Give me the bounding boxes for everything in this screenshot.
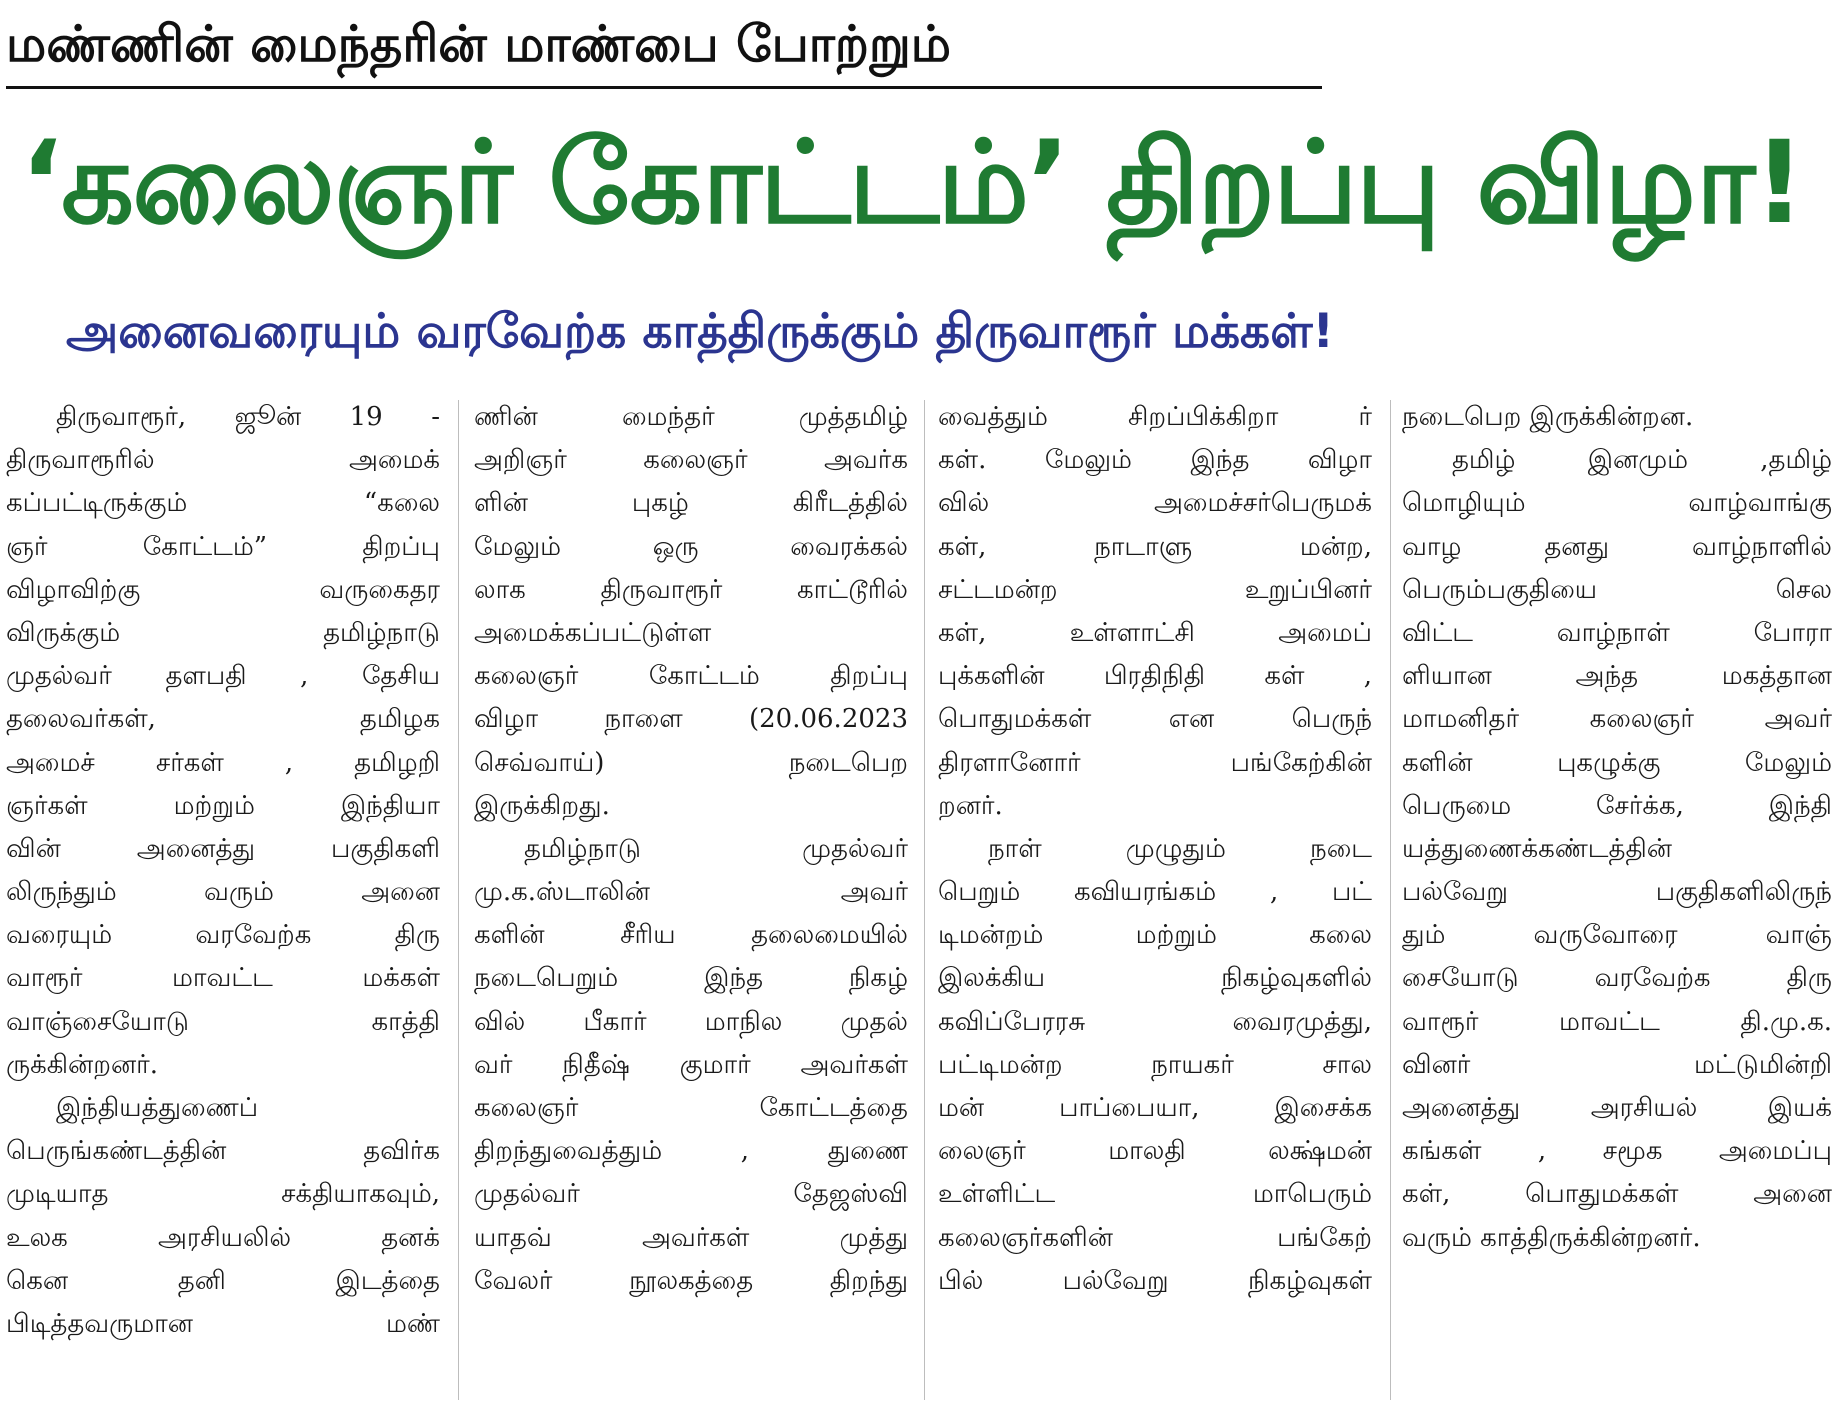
text-line: மன் பாப்பையா, இசைக்க: [938, 1093, 1372, 1123]
text-line: வைத்தும் சிறப்பிக்கிறா ர்: [938, 402, 1372, 432]
text-line: கங்கள் , சமூக அமைப்பு: [1402, 1136, 1832, 1167]
text-line: திறந்துவைத்தும் , துணை: [474, 1136, 908, 1167]
text-line: முதல்வர் தளபதி , தேசிய: [6, 661, 440, 692]
text-line: நாள் முழுதும் நடை: [988, 833, 1372, 864]
text-line: சட்டமன்ற உறுப்பினர்: [938, 574, 1372, 605]
text-line: ணின் மைந்தர் முத்தமிழ்: [474, 402, 908, 432]
text-line: அமைக்கப்பட்டுள்ள: [474, 617, 712, 648]
text-line: லைஞர் மாலதி லக்ஷ்மன்: [938, 1136, 1372, 1167]
text-line: களின் புகழுக்கு மேலும்: [1402, 747, 1832, 778]
text-line: உலக அரசியலில் தனக்: [6, 1222, 440, 1253]
text-line: விட்ட வாழ்நாள் போரா: [1402, 617, 1832, 648]
text-line: வினர் மட்டுமின்றி: [1402, 1049, 1832, 1080]
text-line: பில் பல்வேறு நிகழ்வுகள்: [938, 1265, 1372, 1296]
text-line: புக்களின் பிரதிநிதி கள் ,: [938, 661, 1372, 692]
text-line: றனர்.: [938, 790, 1003, 821]
article-column-3: [938, 396, 1372, 1402]
text-line: பல்வேறு பகுதிகளிலிருந்: [1402, 877, 1832, 908]
text-line: இருக்கிறது.: [474, 790, 610, 821]
article-column-4: [1402, 396, 1832, 1402]
text-line: அனைத்து அரசியல் இயக்: [1402, 1093, 1832, 1123]
text-line: கள், பொதுமக்கள் அனை: [1402, 1179, 1832, 1210]
text-line: லிருந்தும் வரும் அனை: [6, 877, 440, 908]
text-line: கவிப்பேரரசு வைரமுத்து,: [938, 1006, 1372, 1037]
text-line: பொதுமக்கள் என பெருந்: [938, 704, 1372, 735]
text-line: ருக்கின்றனர்.: [6, 1049, 159, 1080]
text-line: கலைஞர் கோட்டத்தை: [474, 1093, 908, 1123]
text-line: கென தனி இடத்தை: [6, 1265, 440, 1296]
text-line: தமிழ் இனமும் ,தமிழ்: [1452, 445, 1832, 476]
text-line: நடைபெறும் இந்த நிகழ்: [474, 963, 908, 994]
text-line: வரையும் வரவேற்க திரு: [6, 920, 440, 951]
kicker-heading: மண்ணின் மைந்தரின் மாண்பை போற்றும்: [6, 15, 951, 73]
text-line: நடைபெற இருக்கின்றன.: [1402, 402, 1694, 432]
text-line: மாமனிதர் கலைஞர் அவர்: [1402, 704, 1832, 735]
text-line: இலக்கிய நிகழ்வுகளில்: [938, 963, 1372, 994]
text-line: மு.க.ஸ்டாலின் அவர்: [474, 877, 908, 908]
text-line: ளியான அந்த மகத்தான: [1402, 661, 1832, 692]
text-line: பெறும் கவியரங்கம் , பட்: [938, 877, 1372, 908]
text-line: வில் பீகார் மாநில முதல்: [474, 1006, 908, 1037]
text-line: சையோடு வரவேற்க திரு: [1402, 963, 1832, 994]
article-body: [6, 396, 1832, 1402]
kicker-underline: [6, 86, 1322, 89]
text-line: தும் வருவோரை வாஞ்: [1402, 920, 1832, 951]
text-line: வேலர் நூலகத்தை திறந்து: [474, 1265, 908, 1296]
text-line: வாழ தனது வாழ்நாளில்: [1402, 531, 1832, 562]
text-line: அறிஞர் கலைஞர் அவர்க: [474, 445, 908, 476]
text-line: கள். மேலும் இந்த விழா: [938, 445, 1372, 476]
text-line: கள், நாடாளு மன்ற,: [938, 531, 1372, 562]
text-line: செவ்வாய்) நடைபெற: [474, 747, 908, 778]
text-line: பெருமை சேர்க்க, இந்தி: [1402, 790, 1832, 821]
text-line: திரளானோர் பங்கேற்கின்: [938, 747, 1372, 778]
text-line: அமைச் சர்கள் , தமிழறி: [6, 747, 440, 778]
text-line: திருவாரூர், ஜூன் 19 -: [56, 402, 440, 432]
headline: ‘கலைஞர் கோட்டம்’ திறப்பு விழா!: [20, 116, 1804, 249]
text-line: ளின் புகழ் கிரீடத்தில்: [474, 488, 908, 519]
text-line: கள், உள்ளாட்சி அமைப்: [938, 617, 1372, 648]
text-line: வர் நிதீஷ் குமார் அவர்கள்: [474, 1049, 908, 1080]
text-line: மொழியும் வாழ்வாங்கு: [1402, 488, 1832, 519]
text-line: வாரூர் மாவட்ட மக்கள்: [6, 963, 440, 994]
text-line: கப்பட்டிருக்கும் “கலை: [6, 488, 440, 519]
text-line: கலைஞர்களின் பங்கேற்: [938, 1222, 1372, 1253]
text-line: வரும் காத்திருக்கின்றனர்.: [1402, 1222, 1701, 1253]
text-line: பட்டிமன்ற நாயகர் சால: [938, 1049, 1372, 1080]
text-line: இந்தியத்துணைப்: [56, 1093, 259, 1123]
text-line: தலைவர்கள், தமிழக: [6, 704, 440, 735]
text-line: திருவாரூரில் அமைக்: [6, 445, 440, 476]
text-line: விருக்கும் தமிழ்நாடு: [6, 617, 440, 648]
text-line: பெருங்கண்டத்தின் தவிர்க: [6, 1136, 440, 1167]
text-line: விழாவிற்கு வருகைதர: [6, 574, 440, 605]
text-line: முதல்வர் தேஜஸ்வி: [474, 1179, 908, 1210]
article-column-1: [6, 396, 440, 1402]
subheadline: அனைவரையும் வரவேற்க காத்திருக்கும் திருவாரூர் மக்கள்!: [66, 304, 1334, 359]
text-line: உள்ளிட்ட மாபெரும்: [938, 1179, 1372, 1210]
text-line: களின் சீரிய தலைமையில்: [474, 920, 908, 951]
text-line: வில் அமைச்சர்பெருமக்: [938, 488, 1372, 519]
text-line: டிமன்றம் மற்றும் கலை: [938, 920, 1372, 951]
article-column-2: [474, 396, 908, 1402]
text-line: வாரூர் மாவட்ட தி.மு.க.: [1402, 1006, 1832, 1037]
text-line: வின் அனைத்து பகுதிகளி: [6, 833, 440, 864]
text-line: பெரும்பகுதியை செல: [1402, 574, 1832, 605]
text-line: லாக திருவாரூர் காட்டூரில்: [474, 574, 908, 605]
text-line: பிடித்தவருமான மண்: [6, 1308, 440, 1339]
text-line: முடியாத சக்தியாகவும்,: [6, 1179, 440, 1210]
text-line: யத்துணைக்கண்டத்தின்: [1402, 833, 1672, 864]
text-line: தமிழ்நாடு முதல்வர்: [524, 833, 908, 864]
text-line: விழா நாளை (20.06.2023: [474, 704, 908, 735]
text-line: மேலும் ஒரு வைரக்கல்: [474, 531, 908, 562]
text-line: யாதவ் அவர்கள் முத்து: [474, 1222, 908, 1253]
text-line: ஞர் கோட்டம்” திறப்பு: [6, 531, 440, 562]
text-line: கலைஞர் கோட்டம் திறப்பு: [474, 661, 908, 692]
text-line: ஞர்கள் மற்றும் இந்தியா: [6, 790, 440, 821]
text-line: வாஞ்சையோடு காத்தி: [6, 1006, 440, 1037]
